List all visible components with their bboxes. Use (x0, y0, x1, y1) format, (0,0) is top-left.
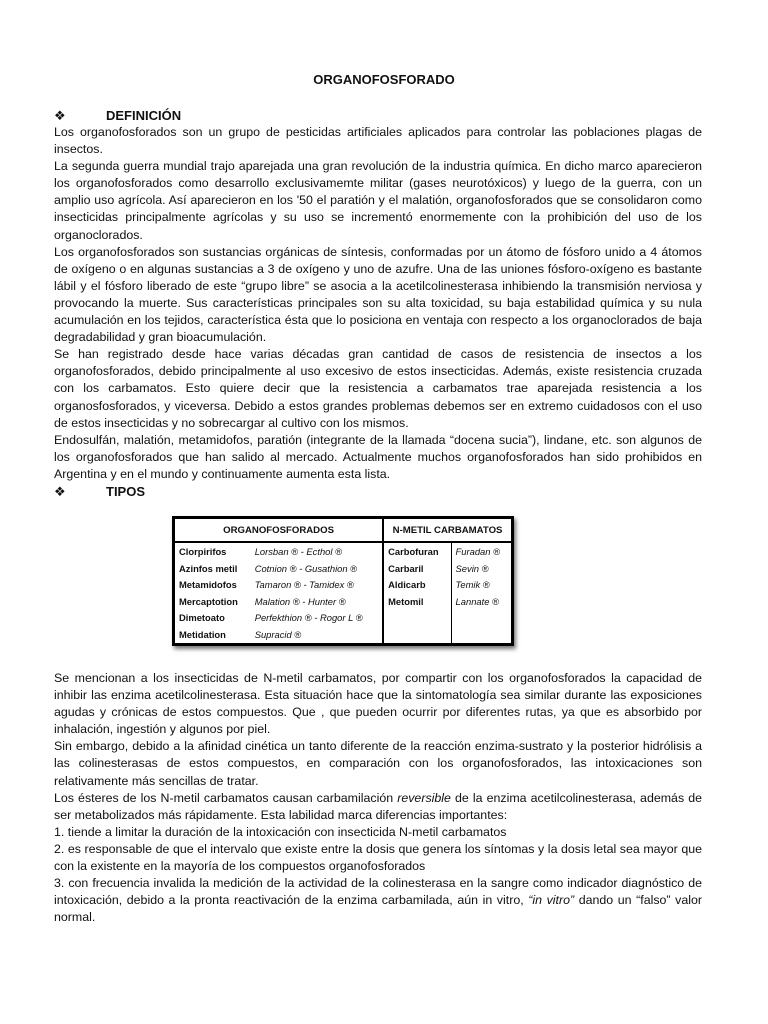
paragraph: Los organofosforados son sustancias orgánicas de síntesis, conformadas por un átomo de fósforo unido a 4 átomos de oxígeno o en algunas sustancias a 3 de oxígeno y uno de azufre. Una de las uniones fósforo-oxígeno es bastante lábil y el fósforo liberado de este “grupo libre” se asocia a la acetilcolinesterasa inhibiendo la transmisión nerviosa y provocando la muerte. Sus características principales son su alta toxicidad, su baja estabilidad química y su nula acumulación en los tejidos, característica ésta que lo posiciona en ventaja con respecto a los organoclorados de baja degradabilidad y gran bioacumulación. (54, 244, 702, 345)
brand-cell: Temik ® (455, 579, 490, 591)
compound-cell: Mercaptotion (179, 595, 238, 607)
paragraph: Se han registrado desde hace varias décadas gran cantidad de casos de resistencia de insectos a los organofosforados, debido principalmente al uso excesivo de estos insecticidas. Además, existe resistencia cruzada con los carbamatos. Esto quiere decir que la resistencia a carbamatos trae aparejada resistencia a los organosfosforados, y viceversa. Debido a estos grandes problemas debemos ser en extremo cuidadosos con el uso de estos insecticidas y no sobrecargar al cultivo con los mismos. (54, 347, 702, 430)
brand-cell: Sevin ® (455, 562, 489, 574)
text-run: 3. con frecuencia invalida la medición de la actividad de la colinesterasa en la sangre como indicador diagnóstico de intoxicación, debido a la pronta reactivación de la enzima carbamilada, aún in vitro, (54, 876, 702, 908)
compound-cell: Metamidofos (179, 579, 237, 591)
heading-text: DEFINICIÓN (106, 108, 182, 123)
list-item: 2. es responsable de que el intervalo que existe entre la dosis que genera los síntomas y la dosis letal sea mayor que con la existente en la mayoría de los compuestos organofosforados (54, 841, 702, 874)
compound-cell (383, 626, 451, 643)
carbamatos-body (54, 670, 702, 926)
paragraph: Sin embargo, debido a la afinidad cinética un tanto diferente de la reacción enzima-sustrato y la posterior hidrólisis a las colinesterasas de estos compuestos, en comparación con los organofosforados, las intoxicaciones son relativamente más sencillas de tratar. (54, 739, 702, 788)
compound-cell: Metidation (179, 629, 226, 641)
diamond-bullet-icon: ❖ (54, 484, 66, 499)
brand-cell: Supracid ® (251, 626, 383, 643)
table-header-row (175, 519, 511, 542)
diamond-bullet-icon: ❖ (54, 108, 66, 123)
brand-cell (451, 610, 511, 627)
table-row (175, 610, 511, 627)
pesticide-table (172, 516, 514, 646)
text-run: Los ésteres de los N-metil carbamatos causan carbamilación (54, 790, 398, 805)
table-row (175, 560, 511, 577)
paragraph: Endosulfán, malatión, metamidofos, paratión (integrante de la llamada “docena sucia”), lindane, etc. son algunos de los organofosforados que han salido al mercado. Actualmente muchos organofosforados han sido prohibidos en Argentina y en el mundo y continuamente aumenta esta lista. (54, 432, 702, 481)
header-organofosforados: ORGANOFOSFORADOS (175, 519, 383, 542)
compound-cell: Clorpirifos (179, 545, 227, 557)
list-item (54, 875, 702, 926)
list-item: 1. tiende a limitar la duración de la intoxicación con insecticida N-metil carbamatos (54, 824, 507, 839)
paragraph: Los organofosforados son un grupo de pesticidas artificiales aplicados para controlar las poblaciones plagas de insectos. (54, 125, 702, 157)
compound-cell: Aldicarb (383, 576, 451, 593)
brand-cell: Lannate ® (455, 595, 499, 607)
table-row (175, 593, 511, 610)
table-row (175, 542, 511, 560)
brand-cell: Perfekthion ® - Rogor L ® (251, 610, 383, 627)
compound-cell (383, 610, 451, 627)
heading-text: TIPOS (106, 484, 146, 499)
brand-cell: Cotnion ® - Gusathion ® (251, 560, 383, 577)
table-row (175, 576, 511, 593)
section-heading-definicion (54, 108, 181, 124)
brand-cell: Tamaron ® - Tamidex ® (251, 576, 383, 593)
brand-cell (451, 626, 511, 643)
brand-cell: Furadan ® (455, 545, 500, 557)
brand-cell: Malation ® - Hunter ® (251, 593, 383, 610)
compound-cell: Carbofuran (383, 542, 451, 560)
text-run: dando un “falso” valor normal. (54, 893, 702, 925)
header-n-metil-carbamatos: N-METIL CARBAMATOS (383, 519, 511, 542)
paragraph: Se mencionan a los insecticidas de N-metil carbamatos, por compartir con los organofosforados la capacidad de inhibir las enzima acetilcolinesterasa. Esta situación hace que la sintomatología sea similar durante las exposiciones agudas y crónicas de estos compuestos. Que , que pueden ocurrir por diferentes rutas, ya que es absorbido por inhalación, ingestión y algunos por piel. (54, 671, 702, 737)
definicion-body (54, 124, 702, 483)
compound-cell: Metomil (383, 593, 451, 610)
compound-cell: Dimetoato (179, 612, 225, 624)
text-run: de la enzima acetilcolinesterasa, además de ser metabolizados más rápidamente. Esta labilidad marca diferencias importantes: (54, 790, 702, 822)
table (175, 519, 511, 643)
page-title: ORGANOFOSFORADO (313, 72, 455, 87)
emphasis: “in vitro” (528, 893, 575, 908)
compound-cell: Carbaril (383, 560, 451, 577)
paragraph: La segunda guerra mundial trajo aparejada una gran revolución de la industria química. En dicho marco aparecieron los organofosforados como desarrollo exclusivamemte militar (gases neurotóxicos) y luego de la guerra, con un amplio uso agrícola. Así aparecieron en los '50 el paratión y el malatión, organofosforados que se consolidaron como insecticidas principalmente agrícolas y su uso se incrementó enormemente con la prohibición del uso de los organoclorados. (54, 159, 702, 242)
brand-cell: Lorsban ® - Ecthol ® (251, 542, 383, 560)
emphasis: reversible (397, 790, 451, 805)
compound-cell: Azinfos metil (179, 562, 238, 574)
paragraph (54, 790, 702, 824)
section-heading-tipos (54, 484, 145, 500)
table-row (175, 626, 511, 643)
